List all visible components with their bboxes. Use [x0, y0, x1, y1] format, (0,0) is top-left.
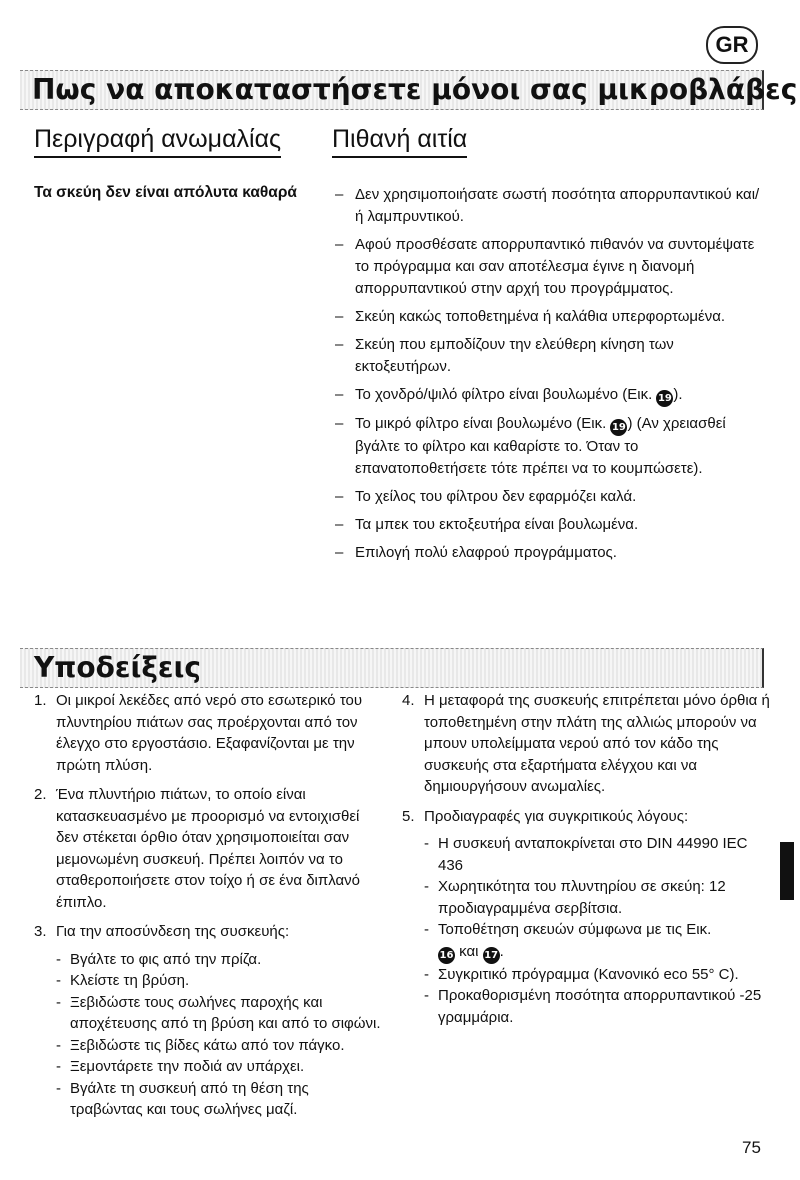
list-item: - Τοποθέτηση σκευών σύμφωνα με τις Εικ. 16 και 17 . — [424, 919, 772, 964]
cause-list — [335, 184, 765, 570]
tips-title: Υποδείξεις — [34, 651, 202, 684]
list-item: - Προκαθορισμένη ποσότητα απορρυπαντικού -25 γραμμάρια. — [424, 987, 762, 1026]
cause-item: – Σκεύη που εμποδίζουν την ελεύθερη κίνηση των εκτοξευτήρων. — [335, 336, 674, 375]
figure-ref-icon: 17 — [483, 947, 500, 964]
problem-description: Τα σκεύη δεν είναι απόλυτα καθαρά — [34, 184, 297, 201]
list-item: - Η συσκευή ανταποκρίνεται στο DIN 44990 IEC 436 — [424, 835, 748, 874]
tip-3: 3. Για την αποσύνδεση της συσκευής: - Βγάλτε το φις από την πρίζα. - Κλείστε τη βρύση. - Ξεβιδώστε τους σωλήνες παροχής και αποχέτευσης από τη βρύση και από το σιφώνι. - Ξεβιδώστε τις βίδες κάτω από τον πάγκο. - Ξεμοντάρετε την ποδιά αν υπάρχει. - Βγάλτε τη συσκευή από τη θέση της τραβώντας και τους σωλήνες μαζί. — [34, 921, 384, 1121]
disconnect-steps — [56, 949, 384, 1121]
tip-2: 2. Ένα πλυντήριο πιάτων, το οποίο είναι κατασκευασμένο με προορισμό να εντοιχισθεί δεν στέκεται όρθιο όταν χρησιμοποιείται σαν μεμονωμένη συσκευή. Πρέπει λοιπόν να το σταθεροποιήσετε στον τοίχο ή σε ένα διπλανό έπιπλο. — [34, 786, 361, 911]
list-item: - Ξεμοντάρετε την ποδιά αν υπάρχει. — [56, 1058, 305, 1075]
title-banner — [20, 70, 798, 110]
cause-item: – Επιλογή πολύ ελαφρού προγράμματος. — [335, 544, 617, 561]
list-item: - Χωρητικότητα του πλυντηρίου σε σκεύη: 12 προδιαγραμμένα σερβίτσια. — [424, 878, 726, 917]
language-badge: GR — [706, 26, 758, 64]
list-item: - Ξεβιδώστε τους σωλήνες παροχής και αποχέτευσης από τη βρύση και από το σιφώνι. — [56, 993, 381, 1032]
tip-5: 5. Προδιαγραφές για συγκριτικούς λόγους: - Η συσκευή ανταποκρίνεται στο DIN 44990 IEC 436 - Χωρητικότητα του πλυντηρίου σε σκεύη: 12 προδιαγραμμένα σερβίτσια. - Τοποθέτηση σκευών σύμφωνα με τις Εικ. 16 και 17 . - Συγκριτικό πρόγραμμα (Κανονικό eco 55° C). - Προκαθορισμένη ποσότητα απορρυπαντικού -25 γραμμάρια. — [402, 806, 772, 1029]
cause-item: – Τα μπεκ του εκτοξευτήρα είναι βουλωμένα. — [335, 516, 639, 533]
cause-item: – Το χείλος του φίλτρου δεν εφαρμόζει καλά. — [335, 488, 637, 505]
cause-item: – Σκεύη κακώς τοποθετημένα ή καλάθια υπερφορτωμένα. — [335, 308, 726, 325]
spec-list — [424, 833, 772, 1028]
page-edge-marker — [780, 842, 794, 900]
cause-item: – Το μικρό φίλτρο είναι βουλωμένο (Εικ. 19 ) (Αν χρειασθεί βγάλτε το φίλτρο και καθαρίστε το. Όταν το επανατοποθετήσετε τότε πρέπει να το κουμπώσετε). — [335, 415, 726, 477]
list-item: - Ξεβιδώστε τις βίδες κάτω από τον πάγκο. — [56, 1036, 345, 1054]
cause-item: – Δεν χρησιμοποιήσατε σωστή ποσότητα απορρυπαντικού και/ή λαμπρυντικού. — [335, 186, 760, 225]
list-item: - Κλείστε τη βρύση. — [56, 972, 190, 989]
problem-column-header: Περιγραφή ανωμαλίας — [34, 124, 281, 158]
page-number: 75 — [742, 1138, 761, 1157]
tips-banner — [20, 648, 764, 688]
list-item: - Βγάλτε το φις από την πρίζα. — [56, 950, 262, 968]
list-item: - Συγκριτικό πρόγραμμα (Κανονικό eco 55° C). — [424, 965, 739, 983]
page-title: Πως να αποκαταστήσετε μόνοι σας μικροβλάβες — [32, 73, 798, 106]
cause-item: – Αφού προσθέσατε απορρυπαντικό πιθανόν να συντομέψατε το πρόγραμμα και σαν αποτέλεσμα έγινε η διανομή απορρυπαντικού στην αρχή του προγράμματος. — [335, 236, 755, 297]
tip-1: 1. Οι μικροί λεκέδες από νερό στο εσωτερικό του πλυντηρίου πιάτων σας προέρχονται από τον έλεγχο στο εργοστάσιο. Εξαφανίζονται με την πρώτη πλύση. — [34, 692, 363, 774]
cause-column-header: Πιθανή αιτία — [332, 124, 467, 158]
list-item: - Βγάλτε τη συσκευή από τη θέση της τραβώντας και τους σωλήνες μαζί. — [56, 1079, 309, 1118]
tip-4: 4. Η μεταφορά της συσκευής επιτρέπεται μόνο όρθια ή τοποθετημένη στην πλάτη της αλλιώς μπορούν να μπουν υπολείμματα νερού από τον κάδο της συσκευής στα εξαρτήματα ελέγχου και να δημιουργήσουν ανωμαλίες. — [402, 692, 770, 795]
tips-left-column — [34, 690, 384, 1129]
figure-ref-icon: 19 — [656, 390, 673, 407]
figure-ref-icon: 16 — [438, 947, 455, 964]
tips-right-column — [402, 690, 772, 1036]
figure-ref-icon: 19 — [610, 419, 627, 436]
cause-item: – Το χονδρό/ψιλό φίλτρο είναι βουλωμένο (Εικ. 19 ). — [335, 384, 765, 407]
